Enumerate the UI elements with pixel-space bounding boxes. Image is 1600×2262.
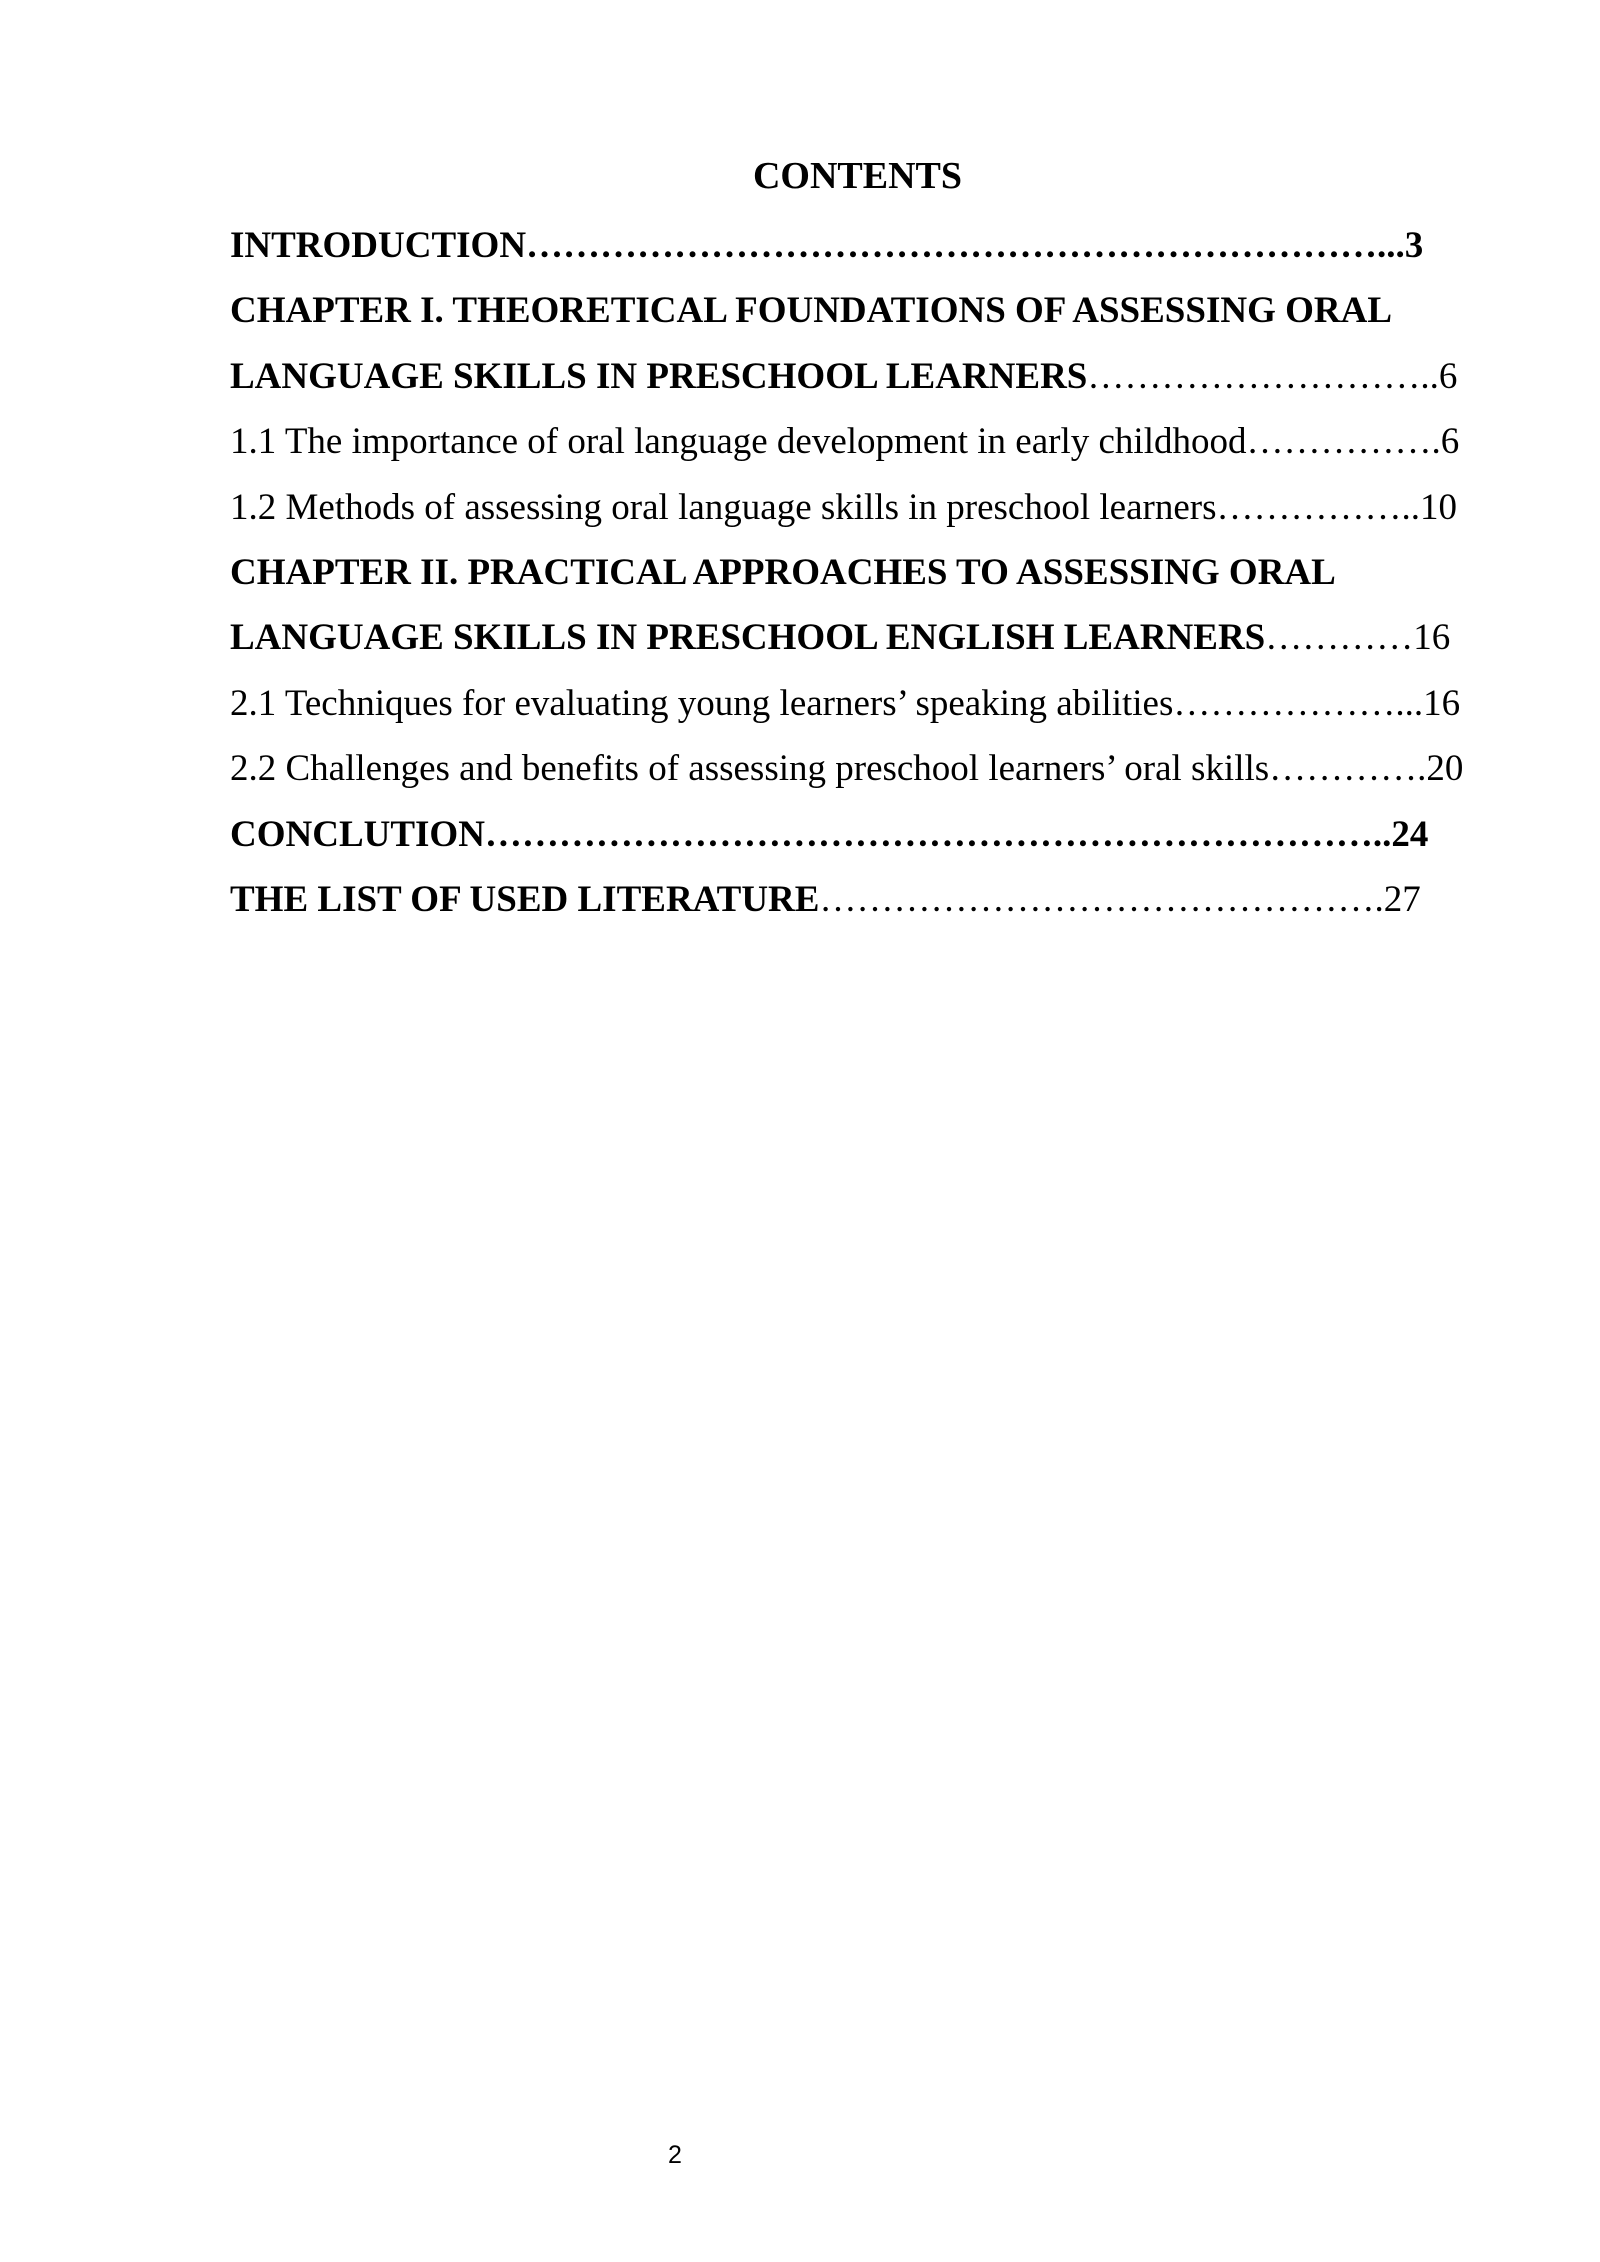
toc-entry-text: 2.1 Techniques for evaluating young learners’ speaking abilities <box>230 682 1174 724</box>
toc-entry-chapter-1-line-1 <box>230 278 1530 343</box>
toc-page-number: 6 <box>1440 421 1460 463</box>
toc-entry-chapter-2-line-2 <box>230 605 1530 670</box>
toc-page-number: 16 <box>1423 682 1461 724</box>
toc-entry-text: CONCLUTION <box>230 813 485 855</box>
toc-entry-text: CHAPTER I. THEORETICAL FOUNDATIONS OF ASSESSING ORAL <box>230 290 1392 332</box>
toc-leader-dots: ……………………………………………………………….. <box>484 813 1392 855</box>
toc-entry-text: INTRODUCTION <box>230 225 527 266</box>
toc-entry-chapter-1-line-2 <box>230 344 1530 409</box>
toc-page-number: 3 <box>1404 225 1424 266</box>
toc-leader-dots: ………………………………………. <box>819 878 1384 920</box>
toc-entry-text: CHAPTER II. PRACTICAL APPROACHES TO ASSESSING ORAL <box>230 551 1336 593</box>
table-of-contents <box>230 213 1530 932</box>
toc-page-number: 27 <box>1383 878 1421 920</box>
toc-entry-section-2-2 <box>230 736 1530 801</box>
toc-page-number: 10 <box>1419 486 1457 528</box>
toc-page-number: 6 <box>1438 355 1458 397</box>
toc-leader-dots: ………………... <box>1173 682 1424 724</box>
toc-page-number: 24 <box>1391 813 1429 855</box>
toc-page-number: 16 <box>1413 617 1451 659</box>
toc-entry-text: LANGUAGE SKILLS IN PRESCHOOL LEARNERS <box>230 355 1088 397</box>
toc-entry-conclusion <box>230 802 1530 867</box>
toc-entry-text: 1.2 Methods of assessing oral language skills in preschool learners <box>230 486 1217 528</box>
toc-leader-dots: …………….. <box>1216 486 1420 528</box>
toc-entry-literature <box>230 867 1530 932</box>
toc-leader-dots: ……………………….. <box>1087 355 1439 397</box>
toc-entry-text: 1.1 The importance of oral language development in early childhood <box>230 421 1247 463</box>
toc-page-number: 20 <box>1426 748 1464 790</box>
page-title: CONTENTS <box>752 155 963 197</box>
toc-leader-dots: ………… <box>1265 617 1414 659</box>
toc-entry-section-2-1 <box>230 671 1530 736</box>
toc-entry-section-1-1 <box>230 409 1530 474</box>
toc-leader-dots: …………. <box>1269 748 1427 790</box>
toc-entry-text: THE LIST OF USED LITERATURE <box>230 878 820 920</box>
toc-entry-text: 2.2 Challenges and benefits of assessing preschool learners’ oral skills <box>230 748 1270 790</box>
toc-leader-dots: ……………. <box>1246 421 1441 463</box>
page-number: 2 <box>668 2141 682 2169</box>
toc-leader-dots: ……………………………………………………………... <box>526 225 1405 266</box>
toc-entry-text: LANGUAGE SKILLS IN PRESCHOOL ENGLISH LEARNERS <box>230 617 1266 659</box>
toc-entry-chapter-2-line-1 <box>230 540 1530 605</box>
toc-entry-section-1-2 <box>230 475 1530 540</box>
toc-entry-introduction <box>230 213 1530 278</box>
